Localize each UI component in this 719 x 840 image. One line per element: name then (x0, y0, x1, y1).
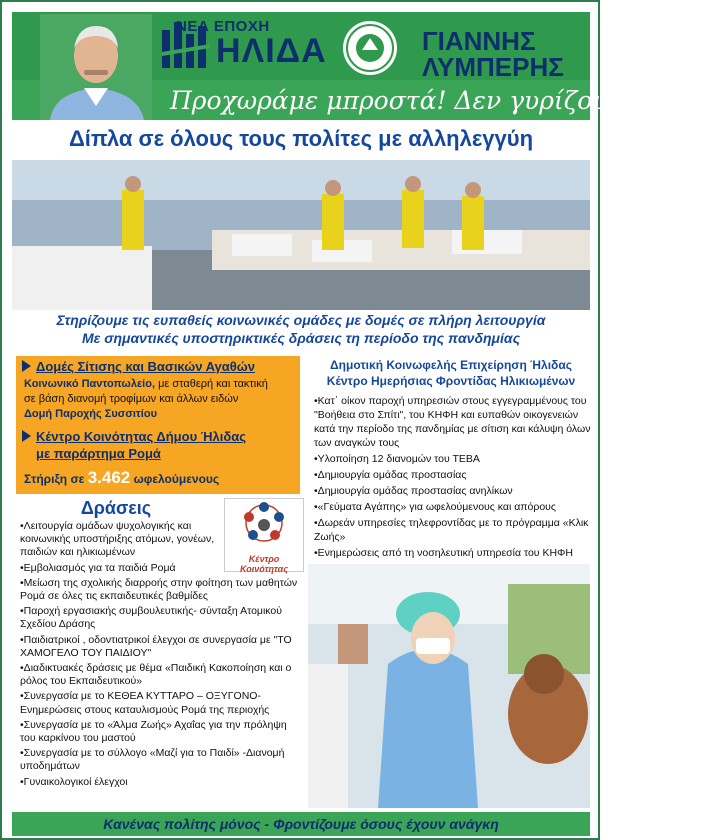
medical-check-photo (308, 564, 590, 808)
food-structures-line-2: σε βάση διανομή τροφίμων και άλλων ειδών (24, 393, 239, 405)
list-item: •Παροχή εργασιακής συμβουλευτικής- σύνταξη Ατομικού Σχεδίου Δράσης (20, 605, 283, 631)
food-structures-heading: Δομές Σίτισης και Βασικών Αγαθών (36, 359, 255, 374)
right-list (314, 394, 594, 562)
header-banner (12, 12, 719, 120)
list-item: •Κατ΄ οίκον παροχή υπηρεσιών στους εγγεγραμμένους του "Βοήθεια στο Σπίτι", του ΚΗΦΗ και ευπαθών οικογενειών κατά την περίοδο της πανδημίας με σίτιση και κάλυψη όλων των αναγκών τους (314, 395, 591, 449)
list-item: •Εμβολιασμός για τα παιδιά Ρομά (20, 561, 176, 574)
list-item: •Λειτουργία ομάδων ψυχολογικής και κοινωνικής υποστήριξης ατόμων, γονέων, παιδιών και ηλικιωμένων (20, 520, 215, 559)
seal-logo (342, 20, 398, 76)
list-item: •Μείωση της σχολικής διαρροής στην φοίτηση των μαθητών Ρομά σε όλες τις εκπαιδευτικές βαθμίδες (20, 576, 298, 603)
page-title: Δίπλα σε όλους τους πολίτες με αλληλεγγύη (68, 126, 534, 151)
triangle-bullet-icon (22, 360, 31, 372)
footer-slogan: Κανένας πολίτης μόνος - Φροντίζουμε όσους έχουν ανάγκη (12, 812, 590, 836)
actions-heading: Δράσεις (80, 498, 152, 518)
party-name-small: ΝΕΑ ΕΠΟΧΗ (176, 18, 270, 35)
list-item: •Συνεργασία με το ΚΕΘΕΑ ΚΥΤΤΑΡΟ – ΟΞΥΓΟΝΟ- Ενημερώσεις στους καταυλισμούς Ρομά της περιοχής (20, 690, 270, 716)
triangle-bullet-icon (22, 430, 31, 442)
food-structures-line-3: Δομή Παροχής Συσσιτίου (24, 408, 157, 420)
community-center-subheading: με παράρτημα Ρομά (36, 446, 161, 461)
community-center-logo-text: Κέντρο Κοινότητας (239, 554, 289, 574)
candidate-last-name: ΛΥΜΠΕΡΗΣ (422, 52, 564, 82)
slogan: Προχωράμε μπροστά! Δεν γυρίζουμε πίσω! (170, 86, 719, 115)
list-item: •Υλοποίηση 12 διανομών του ΤΕΒΑ (314, 453, 480, 465)
subtitle-1: Στηρίζουμε τις ευπαθείς κοινωνικές ομάδες με δομές σε πλήρη λειτουργία (56, 312, 546, 328)
list-item: •Διαδικτυακές δράσεις με θέμα «Παιδική Κακοποίηση και ο ρόλος του Εκπαιδευτικού» (20, 662, 292, 688)
list-item: •Δημιουργία ομάδας προστασίας ανηλίκων (314, 485, 513, 497)
social-grocery-text: με σταθερή και τακτική (155, 378, 268, 390)
support-pre: Στήριξη σε (24, 472, 85, 486)
support-count (24, 468, 219, 488)
food-structures-line-1 (24, 378, 268, 390)
list-item: •Δωρεάν υπηρεσίες τηλεφροντίδας με το πρόγραμμα «Κλικ Ζωής» (314, 517, 589, 543)
list-item: •Ενημερώσεις από τη νοσηλευτική υπηρεσία του ΚΗΦΗ (314, 547, 574, 559)
list-item: •Γυναικολογικοί έλεγχοι (20, 775, 128, 788)
actions-list (20, 520, 300, 791)
support-number: 3.462 (87, 468, 131, 487)
candidate-portrait (40, 14, 152, 120)
list-item: •Δημιουργία ομάδας προστασίας (314, 469, 467, 481)
candidate-first-name: ΓΙΑΝΝΗΣ (422, 26, 536, 56)
social-grocery-label: Κοινωνικό Παντοπωλείο, (24, 378, 156, 390)
food-distribution-photo (12, 160, 590, 310)
list-item: •«Γεύματα Αγάπης» για ωφελούμενους και απόρους (314, 501, 556, 513)
party-name-big: ΗΛΙΔΑ (216, 32, 327, 70)
community-center-heading: Κέντρο Κοινότητας Δήμου Ήλιδας (36, 429, 247, 444)
right-heading-2: Κέντρο Ημερήσιας Φροντίδας Ηλικιωμένων (326, 374, 576, 388)
food-structures-box (16, 356, 300, 494)
list-item: •Συνεργασία με το «Άλμα Ζωής» Αχαΐας για την πρόληψη του καρκίνου του μαστού (20, 718, 287, 745)
support-post: ωφελούμενους (133, 472, 220, 486)
subtitle-2: Με σημαντικές υποστηρικτικές δράσεις τη περίοδο της πανδημίας (81, 330, 521, 346)
list-item: •Συνεργασία με το σύλλογο «Μαζί για το Παιδί» -Διανομή υποδημάτων (20, 747, 285, 773)
right-heading-1: Δημοτική Κοινωφελής Επιχείρηση Ήλιδας (330, 358, 572, 372)
list-item: •Παιδιατρικοί , οδοντιατρικοί έλεγχοι σε συνεργασία με "ΤΟ ΧΑΜΟΓΕΛΟ ΤΟΥ ΠΑΙΔΙΟΥ" (20, 633, 292, 659)
